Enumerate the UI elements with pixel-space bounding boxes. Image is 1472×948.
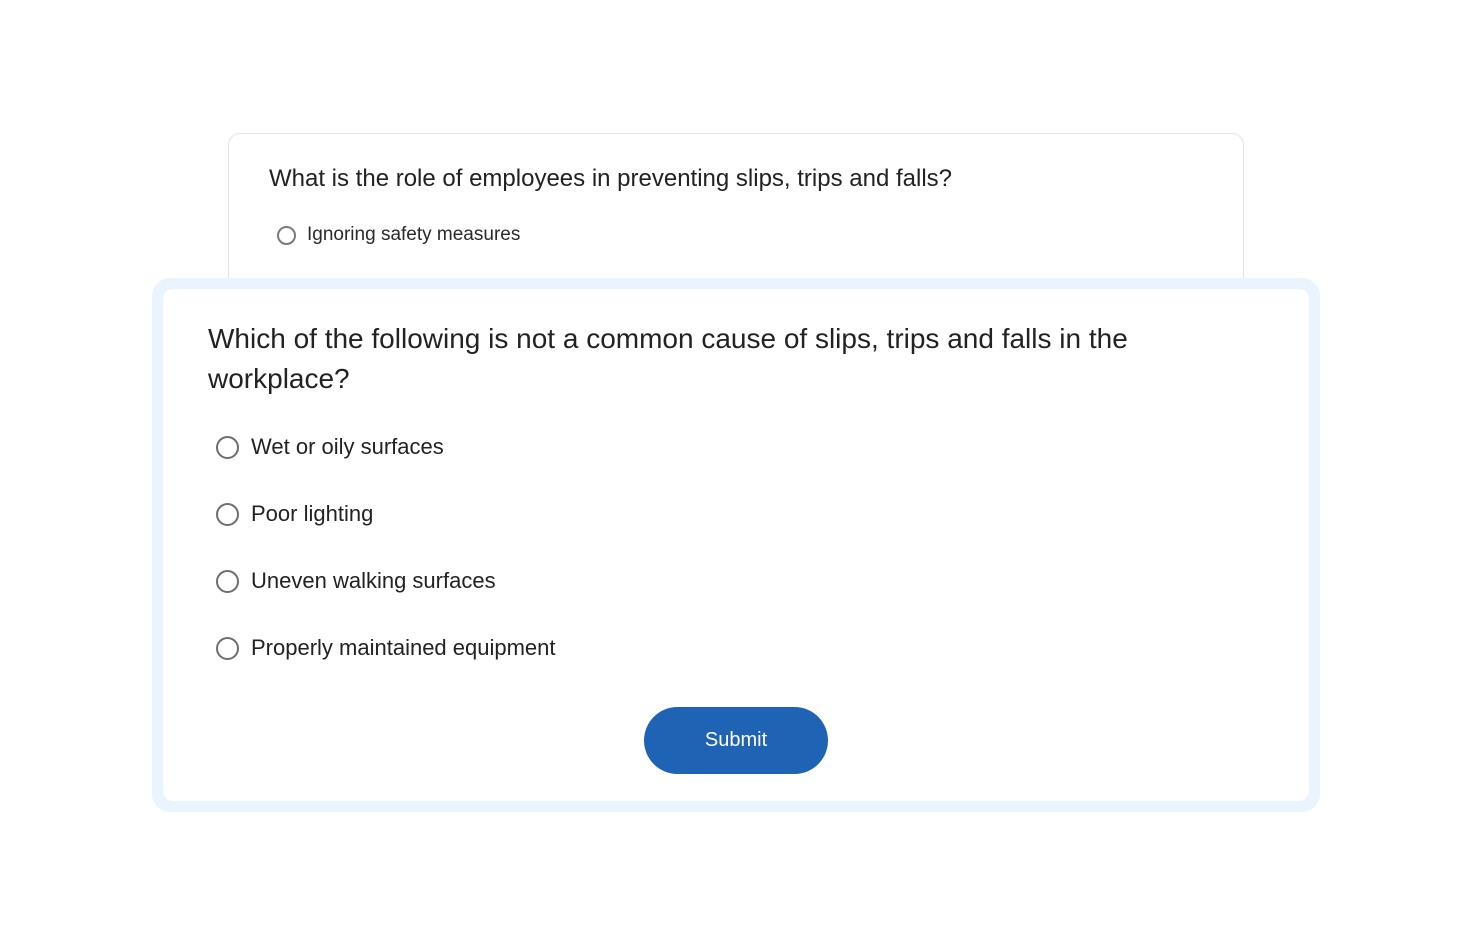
option-label: Properly maintained equipment bbox=[251, 635, 556, 660]
radio-unchecked-icon[interactable] bbox=[277, 226, 296, 245]
radio-unchecked-icon[interactable] bbox=[216, 570, 239, 593]
radio-unchecked-icon[interactable] bbox=[216, 637, 239, 660]
current-question-halo bbox=[152, 278, 1320, 812]
option-poor-lighting[interactable] bbox=[216, 498, 1264, 530]
option-uneven-walking-surfaces[interactable] bbox=[216, 565, 1264, 597]
previous-question-text: What is the role of employees in preventing slips, trips and falls? bbox=[269, 165, 953, 192]
current-question-text: Which of the following is not a common cause of slips, trips and falls in the workplace? bbox=[208, 323, 1128, 394]
option-label: Ignoring safety measures bbox=[307, 224, 521, 245]
option-label: Uneven walking surfaces bbox=[251, 568, 496, 593]
option-wet-or-oily-surfaces[interactable] bbox=[216, 431, 1264, 463]
submit-button[interactable]: Submit bbox=[644, 707, 828, 774]
radio-unchecked-icon[interactable] bbox=[216, 503, 239, 526]
option-label: Poor lighting bbox=[251, 501, 374, 526]
option-properly-maintained-equipment[interactable] bbox=[216, 632, 1264, 664]
option-label: Wet or oily surfaces bbox=[251, 434, 444, 459]
previous-option-1[interactable] bbox=[277, 224, 1203, 246]
current-question-card bbox=[163, 289, 1309, 801]
radio-unchecked-icon[interactable] bbox=[216, 436, 239, 459]
answer-options bbox=[208, 431, 1264, 664]
